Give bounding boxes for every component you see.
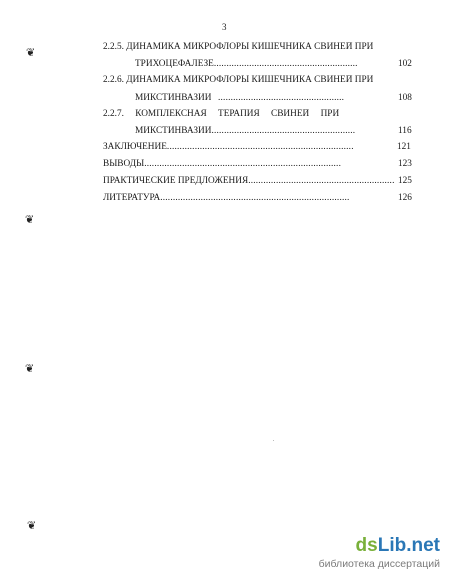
toc-entry: ЗАКЛЮЧЕНИЕ.......................................................................... [103, 142, 354, 152]
toc-entry-page: 116 [398, 126, 412, 136]
toc-entry-page: 102 [398, 59, 412, 69]
toc-entry-subtitle: ТРИХОЦЕФАЛЕЗЕ......................................................... [135, 59, 358, 69]
toc-entry-title: 2.2.5. ДИНАМИКА МИКРОФЛОРЫ КИШЕЧНИКА СВИНЕЙ ПРИ [103, 42, 374, 52]
watermark [300, 535, 440, 575]
margin-binding-mark: ❦ [25, 213, 35, 226]
toc-entry: ЛИТЕРАТУРА........................................................................... [103, 193, 350, 203]
watermark-logo: dsLib.net [355, 535, 440, 556]
toc-entry-page: 126 [398, 193, 412, 203]
margin-binding-mark: ❦ [26, 46, 36, 59]
toc-entry-subtitle: МИКСТИНВАЗИИ......................................................... [135, 126, 356, 136]
toc-entry-page: 108 [398, 93, 412, 103]
toc-entry-title: 2.2.7. КОМПЛЕКСНАЯ ТЕРАПИЯ СВИНЕЙ ПРИ [103, 109, 340, 119]
toc-entry-title: 2.2.6. ДИНАМИКА МИКРОФЛОРЫ КИШЕЧНИКА СВИНЕЙ ПРИ [103, 75, 374, 85]
scan-speck [273, 440, 274, 441]
toc-entry-page: 123 [398, 159, 412, 169]
toc-entry-subtitle: МИКСТИНВАЗИИ [135, 93, 212, 103]
margin-binding-mark: ❦ [25, 362, 35, 375]
watermark-subtitle: библиотека диссертаций [318, 558, 440, 570]
toc-leader-dots: .................................................. [218, 93, 345, 103]
toc-entry: ВЫВОДЫ.............................................................................. [103, 159, 342, 169]
page-number: 3 [222, 22, 227, 32]
toc-entry: ПРАКТИЧЕСКИЕ ПРЕДЛОЖЕНИЯ.......................................................... [103, 176, 395, 186]
toc-entry-page: 121 [397, 142, 411, 152]
toc-entry-page: 125 [398, 176, 412, 186]
margin-binding-mark: ❦ [27, 519, 37, 532]
